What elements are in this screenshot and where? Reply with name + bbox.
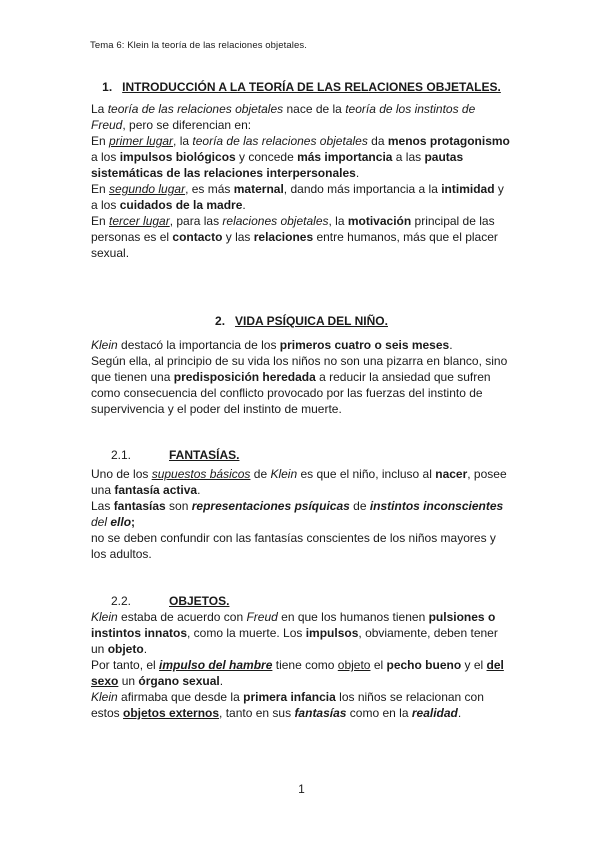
text-run: , dando más importancia a la — [283, 182, 442, 196]
text-run: y concede — [235, 150, 298, 164]
text-run: maternal — [233, 182, 284, 196]
text-run: a las — [392, 150, 425, 164]
text-run: , es más — [185, 182, 234, 196]
text-run: . — [219, 674, 224, 688]
text-run: representaciones psíquicas — [191, 499, 350, 513]
text-run: primera infancia — [243, 690, 336, 704]
section-2-1-title: FANTASÍAS. — [169, 448, 240, 462]
text-run: objeto — [337, 658, 371, 672]
text-run: , la — [173, 134, 193, 148]
text-run: más importancia — [297, 150, 393, 164]
section-1-heading — [0, 80, 603, 94]
s21-paragraph-1 — [91, 466, 511, 498]
text-run: es que el niño, incluso al — [297, 467, 436, 481]
text-run: da — [367, 134, 388, 148]
text-run: entre humanos, más que el placer sexual. — [91, 230, 498, 260]
s22-paragraph-2 — [91, 657, 511, 689]
s2-paragraph-2 — [91, 353, 511, 417]
text-run: , la — [328, 214, 348, 228]
s1-paragraph-1 — [91, 101, 511, 133]
text-run: predisposición heredada — [173, 370, 316, 384]
text-run: estaba de acuerdo con — [117, 610, 247, 624]
text-run: realidad — [411, 706, 458, 720]
text-run: el — [370, 658, 387, 672]
text-run: a los — [91, 150, 120, 164]
text-run: . — [242, 198, 246, 212]
text-run: Klein — [91, 690, 118, 704]
section-2-heading — [0, 314, 603, 328]
text-run: . — [143, 642, 148, 656]
text-run: nacer — [435, 467, 468, 481]
s22-paragraph-3 — [91, 689, 511, 721]
text-run: los niños se relacionan con estos — [91, 690, 484, 720]
text-run: fantasía activa — [114, 483, 198, 497]
section-2-2-number: 2.2. — [111, 594, 132, 608]
section-2-2-heading — [111, 594, 230, 608]
text-run: pautas sistemáticas de las relaciones interpersonales — [91, 150, 464, 180]
text-run: En — [91, 182, 110, 196]
text-run: un — [118, 674, 139, 688]
text-run: primer lugar — [109, 134, 174, 148]
section-2-1-number: 2.1. — [111, 448, 132, 462]
s2-paragraph-1 — [91, 337, 511, 353]
text-run: teoría de las relaciones objetales — [192, 134, 368, 148]
text-run: y el — [461, 658, 487, 672]
text-run: afirmaba que desde la — [117, 690, 244, 704]
text-run: teoría de las relaciones objetales — [107, 102, 284, 116]
text-run: Por tanto, el — [91, 658, 160, 672]
text-run: , para las — [169, 214, 223, 228]
text-run: fantasías — [113, 499, 166, 513]
text-run: . — [449, 338, 453, 352]
text-run: supuestos básicos — [151, 467, 251, 481]
text-run: y a los — [91, 182, 504, 212]
text-run: nace de la — [283, 102, 346, 116]
text-run: principal de las personas es el — [91, 214, 495, 244]
section-1-number: 1. — [102, 80, 113, 94]
text-run: objeto — [107, 642, 144, 656]
s1-paragraph-3 — [91, 181, 511, 213]
text-run: La — [91, 102, 108, 116]
text-run: Klein — [91, 610, 118, 624]
section-2-2-body — [91, 609, 511, 721]
section-2-title: VIDA PSÍQUICA DEL NIÑO. — [235, 314, 388, 328]
text-run: instintos inconscientes — [369, 499, 504, 513]
text-run: pecho bueno — [386, 658, 462, 672]
text-run: del sexo — [91, 658, 504, 688]
text-run: impulsos biológicos — [119, 150, 236, 164]
text-run: motivación — [347, 214, 412, 228]
text-run: fantasías — [294, 706, 347, 720]
text-run: como en la — [346, 706, 412, 720]
text-run: teoría de los instintos de Freud — [91, 102, 476, 132]
text-run: En — [91, 214, 110, 228]
text-run: y las — [222, 230, 254, 244]
text-run: , obviamente, deben tener un — [91, 626, 498, 656]
text-run: Según ella, al principio de su vida los niños no son una pizarra en blanco, sino que tienen una — [91, 354, 508, 384]
text-run: de — [250, 467, 271, 481]
text-run: En — [91, 134, 110, 148]
text-run: impulso del hambre — [159, 658, 273, 672]
running-header: Tema 6: Klein la teoría de las relaciones objetales. — [90, 40, 307, 51]
section-2-1-heading — [111, 448, 240, 462]
text-run: en que los humanos tienen — [277, 610, 429, 624]
text-run: tercer lugar — [109, 214, 170, 228]
text-run: tiene como — [272, 658, 338, 672]
section-2-number: 2. — [215, 314, 226, 328]
text-run: ello — [110, 515, 132, 529]
s21-paragraph-3: no se deben confundir con las fantasías conscientes de los niños mayores y los adultos. — [91, 531, 496, 561]
text-run: cuidados de la madre — [119, 198, 243, 212]
section-2-body — [91, 337, 511, 417]
text-run: ; — [131, 515, 136, 529]
text-run: intimidad — [441, 182, 495, 196]
text-run: relaciones — [253, 230, 314, 244]
text-run: destacó la importancia de los — [117, 338, 280, 352]
text-run: a reducir la ansiedad que sufren como consecuencia del conflicto provocado por las fuerzas del instinto de supervivencia y el poder del instinto de muerte. — [91, 370, 491, 416]
section-1-body — [91, 101, 511, 261]
text-run: . — [197, 483, 201, 497]
text-run: segundo lugar — [109, 182, 186, 196]
text-run: menos protagonismo — [387, 134, 510, 148]
text-run: Las — [91, 499, 114, 513]
text-run: de — [349, 499, 370, 513]
text-run: primeros cuatro o seis meses — [279, 338, 450, 352]
text-run: objetos externos — [123, 706, 220, 720]
s21-paragraph-2 — [91, 498, 511, 530]
text-run: Freud — [246, 610, 278, 624]
s1-paragraph-2 — [91, 133, 511, 181]
text-run: pulsiones o instintos innatos — [91, 610, 496, 640]
section-1-title: INTRODUCCIÓN A LA TEORÍA DE LAS RELACIONES OBJETALES. — [122, 80, 501, 94]
section-2-2-title: OBJETOS. — [169, 594, 230, 608]
text-run: , posee una — [91, 467, 507, 497]
s1-paragraph-4 — [91, 213, 511, 261]
text-run: contacto — [172, 230, 223, 244]
s22-paragraph-1 — [91, 609, 511, 657]
text-run: impulsos — [305, 626, 359, 640]
text-run: , como la muerte. Los — [187, 626, 306, 640]
text-run: del — [91, 515, 111, 529]
text-run: relaciones objetales — [222, 214, 329, 228]
text-run: , tanto en sus — [219, 706, 295, 720]
text-run: Uno de los — [91, 467, 152, 481]
text-run: órgano sexual — [138, 674, 220, 688]
section-2-1-body — [91, 466, 511, 562]
page-number: 1 — [298, 782, 305, 796]
text-run: , pero se diferencian en: — [122, 118, 252, 132]
text-run: . — [457, 706, 462, 720]
text-run: . — [355, 166, 360, 180]
text-run: son — [165, 499, 192, 513]
text-run: Klein — [91, 338, 118, 352]
text-run: Klein — [270, 467, 298, 481]
